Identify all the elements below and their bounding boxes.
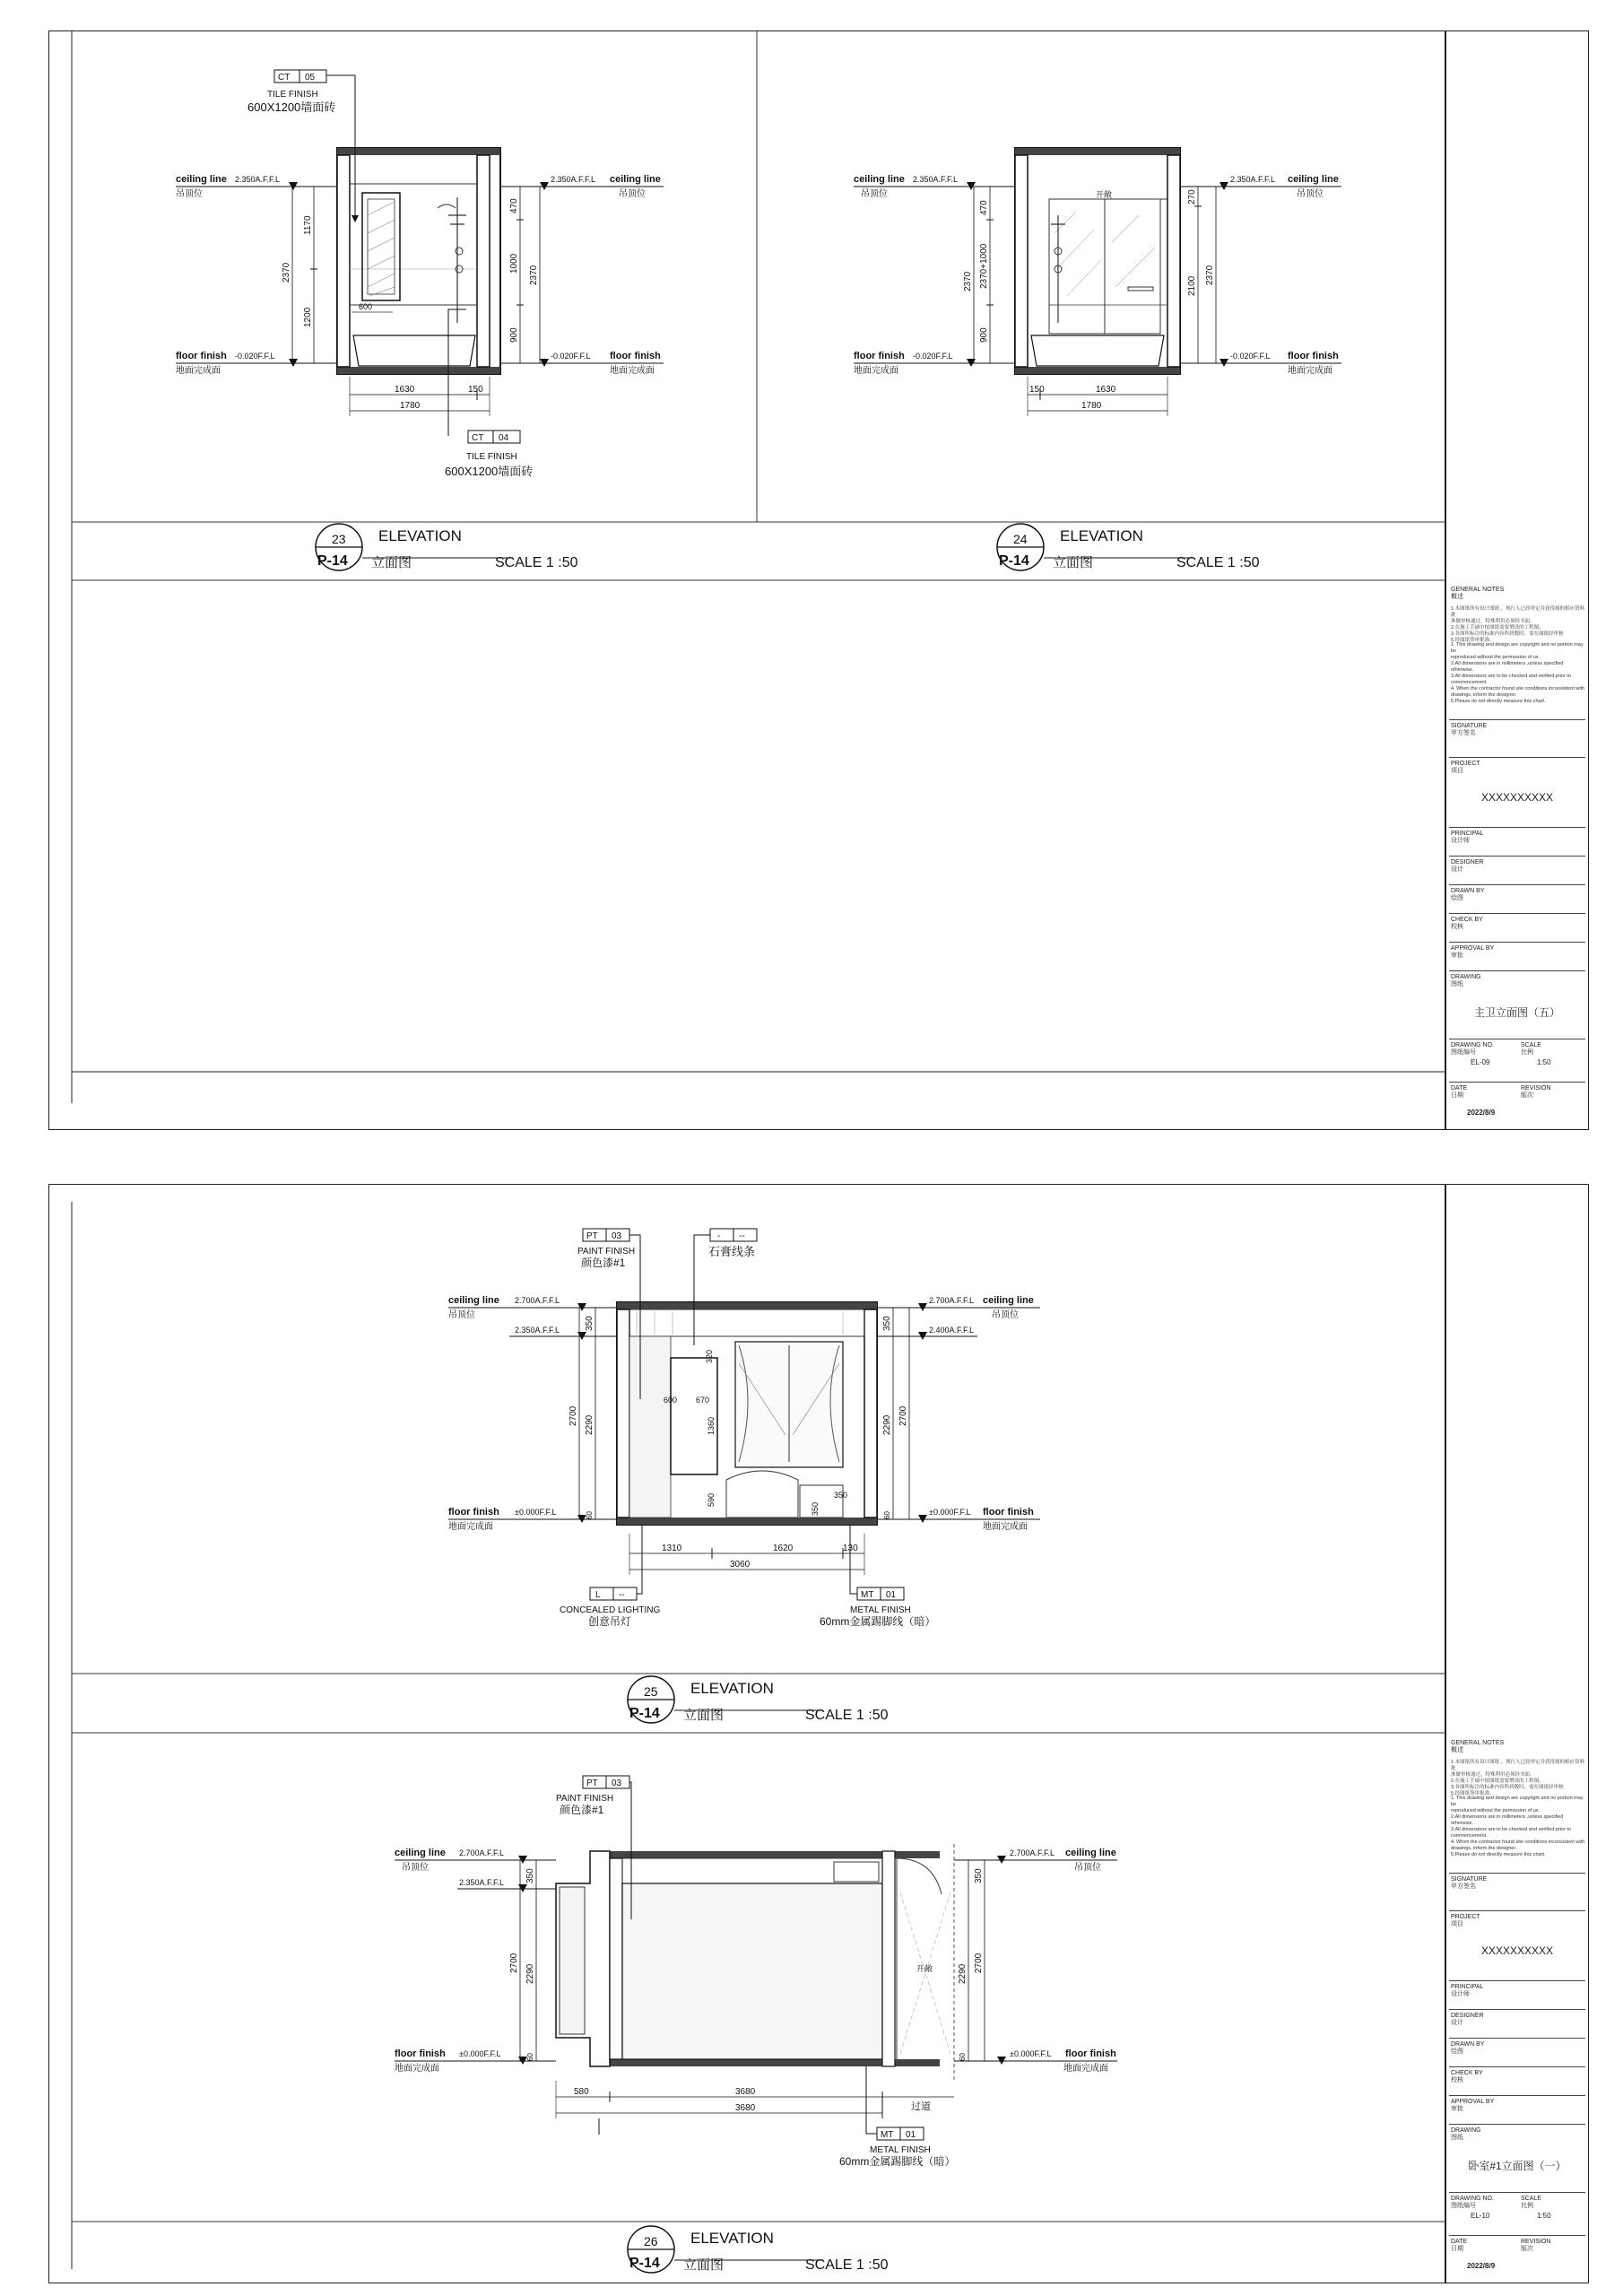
check-sub: 校核 bbox=[1451, 2077, 1463, 2083]
note-line: 2.All dimensions are in millimeters ,unless specified otherwise. bbox=[1451, 661, 1564, 673]
level-label: ceiling line bbox=[395, 1848, 446, 1858]
note-line: 准做审核通过。特殊利用必须经书面。 bbox=[1451, 1772, 1535, 1778]
dim-label: 350 bbox=[834, 1491, 848, 1500]
drawing-no-sub: 图纸编号 bbox=[1451, 2203, 1476, 2209]
principal-sub: 设计师 bbox=[1451, 838, 1470, 844]
tag-line1-23a: TILE FINISH bbox=[267, 90, 318, 100]
note-line: 5.经图纸签审批准。 bbox=[1451, 1791, 1495, 1796]
dim-label: 1200 bbox=[303, 307, 313, 327]
level-sub: 吊顶位 bbox=[176, 189, 203, 199]
principal-sub: 设计师 bbox=[1451, 1991, 1470, 1997]
drawing-label: DRAWING bbox=[1451, 974, 1481, 980]
dim-label: 600 bbox=[359, 302, 373, 311]
view-scale: SCALE 1 :50 bbox=[805, 2257, 889, 2273]
note-line: 1.本图纸所有设计图纸 ，现行人已经审定并获得属的相应资料批 bbox=[1451, 1760, 1585, 1771]
tag-line1: PAINT FINISH bbox=[577, 1247, 636, 1257]
level-sub: 吊顶位 bbox=[861, 189, 888, 199]
scale-sub: 比例 bbox=[1521, 2203, 1533, 2209]
dim-label: 1360 bbox=[707, 1416, 716, 1435]
dim-label: 3680 bbox=[735, 2103, 756, 2113]
dim-label: 1780 bbox=[1081, 401, 1102, 411]
dim-label: 2700 bbox=[898, 1405, 908, 1426]
tag-line1: PAINT FINISH bbox=[556, 1794, 614, 1804]
level-value: 2.350A.F.F.L bbox=[235, 175, 281, 184]
notes-en bbox=[1451, 1796, 1585, 1858]
drawing-no-label: DRAWING NO. bbox=[1451, 2196, 1494, 2202]
drawing-no-value: EL-09 bbox=[1471, 1058, 1490, 1066]
dim-label: 1620 bbox=[773, 1544, 794, 1553]
tag-num: 03 bbox=[612, 1779, 622, 1788]
dim-label: 2290 bbox=[882, 1414, 892, 1435]
drawn-label: DRAWN BY bbox=[1451, 2041, 1485, 2048]
signature-sub: 甲方签名 bbox=[1451, 730, 1476, 736]
principal-label: PRINCIPAL bbox=[1451, 1984, 1484, 1990]
elevation-24 bbox=[854, 148, 1341, 416]
level-sub: 地面完成面 bbox=[395, 2064, 439, 2074]
level-value: -0.020F.F.L bbox=[235, 352, 275, 361]
view-title: ELEVATION bbox=[690, 2230, 774, 2247]
level-label: floor finish bbox=[448, 1507, 499, 1518]
scale-sub: 比例 bbox=[1521, 1049, 1533, 1056]
dim-label: 1170 bbox=[303, 215, 313, 235]
drawn-sub: 绘图 bbox=[1451, 895, 1463, 901]
revision-label: REVISION bbox=[1521, 2239, 1551, 2245]
dim-label: 270 bbox=[1187, 189, 1197, 204]
note-line: 3.各图所标注的标准内容所到数时，需在图纸经审核 bbox=[1451, 631, 1564, 637]
dim-label: 1630 bbox=[1096, 385, 1116, 395]
dim-label: 60 bbox=[586, 1511, 594, 1519]
tag-code-23b: CT bbox=[472, 433, 484, 443]
note-line: 5.Please do not directly measure this chart. bbox=[1451, 699, 1546, 704]
dim-label: 580 bbox=[574, 2087, 589, 2097]
tag-num: 03 bbox=[612, 1231, 622, 1241]
approval-label: APPROVAL BY bbox=[1451, 945, 1495, 952]
sheet-2-drawing bbox=[0, 1148, 1623, 2296]
note-line: 1.本图纸所有设计图纸 ，现行人已经审定并获得属的相应资料批 bbox=[1451, 606, 1585, 618]
dim-label: 2370 bbox=[963, 271, 973, 291]
dim-label: 3060 bbox=[730, 1560, 751, 1570]
dim-label: 130 bbox=[843, 1544, 858, 1553]
drawing-sub: 图纸 bbox=[1451, 981, 1463, 987]
dim-label: 2700 bbox=[509, 1952, 519, 1973]
level-value: 2.350A.F.F.L bbox=[459, 1878, 505, 1887]
drawing-no-label: DRAWING NO. bbox=[1451, 1042, 1494, 1048]
view-scale: SCALE 1 :50 bbox=[805, 1708, 889, 1723]
drawing-no-value: EL-10 bbox=[1471, 2212, 1490, 2220]
dim-label: 350 bbox=[525, 1868, 535, 1883]
dim-label: 470 bbox=[509, 198, 519, 213]
tag-num-23b: 04 bbox=[499, 433, 509, 443]
level-label: floor finish bbox=[1288, 351, 1339, 361]
general-notes-label: GENERAL NOTES bbox=[1451, 1740, 1505, 1746]
view-subtitle: 立面图 bbox=[371, 555, 412, 570]
level-sub: 吊顶位 bbox=[619, 189, 646, 199]
view-number: 24 bbox=[1013, 532, 1028, 546]
level-value: 2.350A.F.F.L bbox=[913, 175, 959, 184]
revision-sub: 版次 bbox=[1521, 2246, 1533, 2252]
tag-line2: 60mm金属踢脚线（暗） bbox=[820, 1615, 936, 1628]
view-title: ELEVATION bbox=[1060, 527, 1143, 544]
view-sheet-ref: P-14 bbox=[317, 553, 348, 569]
inner-note-24: 开敞 bbox=[1096, 190, 1113, 199]
dim-label: 2370 bbox=[1205, 265, 1215, 285]
tag-line1: CONCEALED LIGHTING bbox=[560, 1605, 661, 1615]
signature-sub: 甲方签名 bbox=[1451, 1883, 1476, 1890]
general-notes-label: GENERAL NOTES bbox=[1451, 587, 1505, 593]
approval-sub: 审批 bbox=[1451, 2106, 1463, 2112]
date-value: 2022/8/9 bbox=[1467, 2262, 1496, 2270]
project-sub: 项目 bbox=[1451, 768, 1463, 774]
dim-label: 1310 bbox=[662, 1544, 682, 1553]
note-line: 4. When the contractor found site conditions inconsistent with bbox=[1451, 1839, 1585, 1845]
note-line: drawings, inform the designer. bbox=[1451, 1846, 1517, 1851]
revision-sub: 版次 bbox=[1521, 1092, 1533, 1099]
level-sub: 地面完成面 bbox=[983, 1522, 1028, 1532]
inner-note-26: 开敞 bbox=[916, 1964, 933, 1973]
level-sub: 吊顶位 bbox=[1297, 189, 1324, 199]
view-scale: SCALE 1 :50 bbox=[1176, 555, 1260, 570]
level-value: ±0.000F.F.L bbox=[459, 2049, 501, 2058]
level-value: -0.020F.F.L bbox=[1230, 352, 1271, 361]
date-sub: 日期 bbox=[1451, 1092, 1463, 1099]
view-subtitle: 立面图 bbox=[1053, 555, 1094, 570]
dim-label: 60 bbox=[883, 1511, 891, 1519]
view-title: ELEVATION bbox=[378, 527, 462, 544]
view-scale: SCALE 1 :50 bbox=[495, 555, 578, 570]
note-line: 准做审核通过。特殊利用必须经书面。 bbox=[1451, 619, 1535, 624]
tag-line2: 60mm金属踢脚线（暗） bbox=[839, 2155, 956, 2168]
note-line: 2.All dimensions are in millimeters ,unless specified otherwise. bbox=[1451, 1814, 1564, 1826]
drawn-label: DRAWN BY bbox=[1451, 888, 1485, 894]
note-line: 3.All dimensions are to be checked and verified prior to bbox=[1451, 1827, 1571, 1832]
note-line: 5.经图纸签审批准。 bbox=[1451, 638, 1495, 643]
date-value: 2022/8/9 bbox=[1467, 1109, 1496, 1117]
tag-num-23a: 05 bbox=[305, 73, 316, 83]
tag-code: - bbox=[717, 1231, 721, 1241]
level-label: floor finish bbox=[983, 1507, 1034, 1518]
dim-label: 3680 bbox=[735, 2087, 756, 2097]
scale-label: SCALE bbox=[1521, 1042, 1541, 1048]
level-label: ceiling line bbox=[448, 1295, 499, 1306]
drawing-value: 卧室#1立面图（一） bbox=[1468, 2160, 1567, 2172]
tag-num: 01 bbox=[886, 1590, 897, 1600]
approval-sub: 审批 bbox=[1451, 952, 1463, 959]
dim-label: 150 bbox=[1029, 385, 1045, 395]
level-label: floor finish bbox=[610, 351, 661, 361]
dim-label: 150 bbox=[468, 385, 483, 395]
tag-code: L bbox=[595, 1590, 601, 1600]
dim-label: 900 bbox=[979, 327, 989, 343]
level-sub: 地面完成面 bbox=[1063, 2064, 1108, 2074]
tag-num: -- bbox=[739, 1231, 745, 1241]
dim-label: 2370 bbox=[282, 262, 291, 283]
level-value: 2.700A.F.F.L bbox=[929, 1296, 975, 1305]
level-value: 2.400A.F.F.L bbox=[929, 1326, 975, 1335]
project-value: XXXXXXXXXX bbox=[1480, 791, 1554, 804]
note-line: 4. When the contractor found site conditions inconsistent with bbox=[1451, 686, 1585, 691]
level-value: ±0.000F.F.L bbox=[929, 1508, 971, 1517]
revision-label: REVISION bbox=[1521, 1085, 1551, 1091]
tag-line1-23b: TILE FINISH bbox=[466, 452, 517, 462]
level-value: ±0.000F.F.L bbox=[515, 1508, 557, 1517]
date-label: DATE bbox=[1451, 2239, 1468, 2245]
dim-label: 60 bbox=[959, 2053, 967, 2061]
project-label: PROJECT bbox=[1451, 1914, 1480, 1920]
level-sub: 吊顶位 bbox=[402, 1863, 429, 1873]
tag-line1: METAL FINISH bbox=[870, 2145, 931, 2155]
tag-line2: 石膏线条 bbox=[708, 1245, 756, 1258]
level-value: 2.700A.F.F.L bbox=[459, 1848, 505, 1857]
designer-label: DESIGNER bbox=[1451, 2013, 1484, 2019]
tag-line2-23b: 600X1200墙面砖 bbox=[445, 465, 534, 478]
dim-label: 2100 bbox=[1187, 275, 1197, 296]
tag-line2: 创意吊灯 bbox=[588, 1615, 632, 1628]
elevation-23 bbox=[176, 70, 664, 443]
date-label: DATE bbox=[1451, 1085, 1468, 1091]
level-value: 2.350A.F.F.L bbox=[551, 175, 596, 184]
title-block-2 bbox=[1449, 1736, 1585, 2282]
signature-label: SIGNATURE bbox=[1451, 723, 1488, 729]
dim-label: 1000 bbox=[509, 253, 519, 274]
designer-label: DESIGNER bbox=[1451, 859, 1484, 865]
note-line: reproduced without the permission of us. bbox=[1451, 655, 1541, 660]
level-label: ceiling line bbox=[854, 174, 905, 185]
check-label: CHECK BY bbox=[1451, 917, 1483, 923]
note-line: 1. This drawing and design are copyright and no portion may be bbox=[1451, 1796, 1584, 1807]
approval-label: APPROVAL BY bbox=[1451, 2099, 1495, 2105]
dim-label: 670 bbox=[696, 1396, 710, 1405]
drawing-no-sub: 图纸编号 bbox=[1451, 1049, 1476, 1056]
tag-line2-23a: 600X1200墙面砖 bbox=[247, 100, 336, 114]
level-label: floor finish bbox=[395, 2048, 446, 2059]
dim-label: 2290 bbox=[525, 1963, 535, 1984]
tag-line2: 颜色漆#1 bbox=[581, 1257, 626, 1269]
level-value: 2.350A.F.F.L bbox=[1230, 175, 1276, 184]
scale-label: SCALE bbox=[1521, 2196, 1541, 2202]
level-value: 2.700A.F.F.L bbox=[1010, 1848, 1055, 1857]
level-label: ceiling line bbox=[983, 1295, 1034, 1306]
dim-label: 350 bbox=[585, 1316, 595, 1331]
notes-en bbox=[1451, 642, 1585, 705]
tag-line2: 颜色漆#1 bbox=[560, 1804, 604, 1816]
check-label: CHECK BY bbox=[1451, 2070, 1483, 2076]
project-sub: 项目 bbox=[1451, 1921, 1463, 1927]
dim-label: 2370+1000 bbox=[979, 243, 989, 289]
level-sub: 地面完成面 bbox=[854, 366, 898, 376]
level-label: floor finish bbox=[854, 351, 905, 361]
general-notes-sub: 概述 bbox=[1451, 1747, 1463, 1753]
designer-sub: 设计 bbox=[1451, 866, 1463, 873]
notes-cn bbox=[1451, 1760, 1585, 1797]
date-sub: 日期 bbox=[1451, 2246, 1463, 2252]
dim-label: 350 bbox=[882, 1316, 892, 1331]
dim-label: 320 bbox=[705, 1349, 714, 1363]
view-sheet-ref: P-14 bbox=[999, 553, 1029, 569]
dim-label: 590 bbox=[707, 1492, 716, 1507]
level-label: ceiling line bbox=[1065, 1848, 1116, 1858]
tag-num: -- bbox=[619, 1590, 625, 1600]
dim-label: 600 bbox=[664, 1396, 678, 1405]
signature-label: SIGNATURE bbox=[1451, 1876, 1488, 1883]
general-notes-sub: 概述 bbox=[1451, 594, 1463, 600]
level-value: 2.350A.F.F.L bbox=[515, 1326, 560, 1335]
notes-cn bbox=[1451, 606, 1585, 644]
level-value: -0.020F.F.L bbox=[913, 352, 953, 361]
view-title: ELEVATION bbox=[690, 1680, 774, 1697]
drawing-label: DRAWING bbox=[1451, 2127, 1481, 2134]
tag-code-23a: CT bbox=[278, 73, 291, 83]
elevation-25 bbox=[448, 1229, 1040, 1600]
drawing-value: 主卫立面图（五） bbox=[1473, 1006, 1560, 1019]
level-sub: 地面完成面 bbox=[610, 366, 655, 376]
level-sub: 地面完成面 bbox=[448, 1522, 493, 1532]
check-sub: 校核 bbox=[1451, 924, 1463, 930]
dim-label: 2290 bbox=[958, 1963, 968, 1984]
tag-code: PT bbox=[586, 1779, 598, 1788]
level-sub: 吊顶位 bbox=[1074, 1863, 1101, 1873]
dim-label: 2700 bbox=[568, 1405, 578, 1426]
note-line: 3.All dimensions are to be checked and verified prior to bbox=[1451, 674, 1571, 679]
note-line: 1. This drawing and design are copyright and no portion may be bbox=[1451, 642, 1584, 654]
level-sub: 吊顶位 bbox=[448, 1310, 475, 1320]
elevation-26 bbox=[395, 1776, 1117, 2140]
project-value: XXXXXXXXXX bbox=[1480, 1944, 1554, 1957]
view-sheet-ref: P-14 bbox=[629, 2256, 660, 2271]
note-line: 2.在施工手础中按图纸需要增设的工程图。 bbox=[1451, 625, 1544, 631]
view-subtitle: 立面图 bbox=[683, 2257, 725, 2273]
scale-value: 1:50 bbox=[1537, 1058, 1551, 1066]
view-number: 25 bbox=[644, 1684, 658, 1699]
dim-label: 350 bbox=[974, 1868, 984, 1883]
dim-label: 2370 bbox=[529, 265, 539, 285]
tag-num: 01 bbox=[906, 2130, 916, 2140]
dim-label: 1780 bbox=[400, 401, 421, 411]
passage-note: 过道 bbox=[911, 2101, 931, 2112]
level-sub: 吊顶位 bbox=[992, 1310, 1019, 1320]
level-label: ceiling line bbox=[1288, 174, 1339, 185]
principal-label: PRINCIPAL bbox=[1451, 831, 1484, 837]
dim-label: 60 bbox=[526, 2053, 534, 2061]
scale-value: 1:50 bbox=[1537, 2212, 1551, 2220]
note-line: drawings, inform the designer. bbox=[1451, 692, 1517, 698]
drawn-sub: 绘图 bbox=[1451, 2048, 1463, 2055]
drawing-sub: 图纸 bbox=[1451, 2135, 1463, 2141]
level-label: ceiling line bbox=[610, 174, 661, 185]
tag-code: PT bbox=[586, 1231, 598, 1241]
dim-label: 1630 bbox=[395, 385, 415, 395]
note-line: commencement. bbox=[1451, 1833, 1488, 1839]
level-value: 2.700A.F.F.L bbox=[515, 1296, 560, 1305]
tag-code: MT bbox=[861, 1590, 874, 1600]
title-block-1 bbox=[1449, 583, 1585, 1128]
note-line: 2.在施工手础中按图纸需要增设的工程图。 bbox=[1451, 1779, 1544, 1784]
note-line: commencement. bbox=[1451, 680, 1488, 685]
dim-label: 2290 bbox=[585, 1414, 595, 1435]
level-sub: 地面完成面 bbox=[1288, 366, 1332, 376]
view-number: 26 bbox=[644, 2234, 658, 2248]
level-sub: 地面完成面 bbox=[176, 366, 221, 376]
level-value: -0.020F.F.L bbox=[551, 352, 591, 361]
project-label: PROJECT bbox=[1451, 761, 1480, 767]
dim-label: 350 bbox=[811, 1501, 820, 1516]
view-subtitle: 立面图 bbox=[683, 1708, 725, 1723]
note-line: reproduced without the permission of us. bbox=[1451, 1808, 1541, 1813]
note-line: 3.各图所标注的标准内容所到数时，需在图纸经审核 bbox=[1451, 1785, 1564, 1790]
level-label: floor finish bbox=[176, 351, 227, 361]
tag-line1: METAL FINISH bbox=[850, 1605, 911, 1615]
view-sheet-ref: P-14 bbox=[629, 1706, 660, 1721]
designer-sub: 设计 bbox=[1451, 2020, 1463, 2026]
dim-label: 900 bbox=[509, 327, 519, 343]
level-label: floor finish bbox=[1065, 2048, 1116, 2059]
view-number: 23 bbox=[332, 532, 346, 546]
dim-label: 2700 bbox=[974, 1952, 984, 1973]
tag-code: MT bbox=[881, 2130, 894, 2140]
note-line: 5.Please do not directly measure this chart. bbox=[1451, 1852, 1546, 1857]
dim-label: 470 bbox=[979, 200, 989, 215]
level-value: ±0.000F.F.L bbox=[1010, 2049, 1052, 2058]
level-label: ceiling line bbox=[176, 174, 227, 185]
